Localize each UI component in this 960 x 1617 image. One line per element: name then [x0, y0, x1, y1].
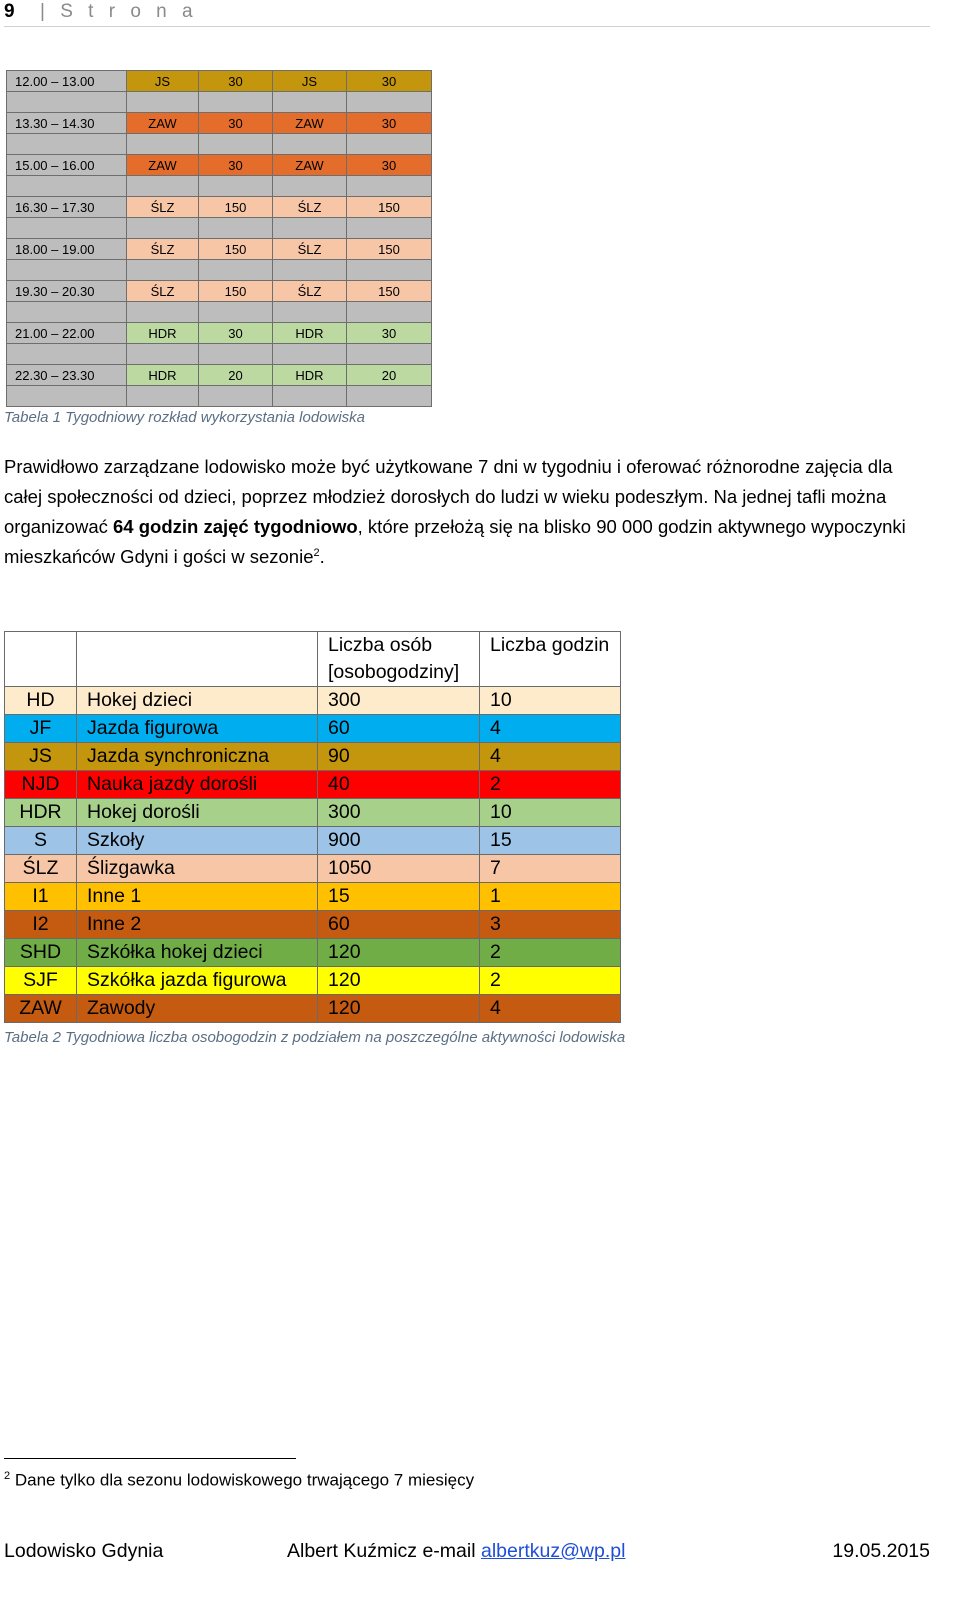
activity-table-header: [5, 632, 621, 687]
schedule-cell-count-d: 150: [347, 197, 432, 218]
schedule-gap-cell: [199, 176, 273, 197]
schedule-cell-count-b: 30: [199, 323, 273, 344]
activity-cell-abbr: ŚLZ: [5, 855, 77, 883]
schedule-cell-activity-a: HDR: [127, 323, 199, 344]
schedule-cell-count-b: 30: [199, 113, 273, 134]
schedule-gap-cell: [273, 218, 347, 239]
schedule-row: [7, 71, 432, 92]
schedule-gap-cell: [7, 92, 127, 113]
schedule-cell-time: 21.00 – 22.00: [7, 323, 127, 344]
footer-date: 19.05.2015: [832, 1540, 930, 1562]
schedule-cell-count-b: 150: [199, 239, 273, 260]
body-paragraph: [4, 452, 930, 572]
paragraph-end: .: [319, 546, 325, 567]
activity-cell-abbr: ZAW: [5, 995, 77, 1023]
activity-cell-godziny: 2: [480, 967, 621, 995]
schedule-gap-cell: [347, 302, 432, 323]
schedule-gap-cell: [199, 344, 273, 365]
activity-cell-name: Inne 2: [77, 911, 318, 939]
activity-cell-osoby: 60: [318, 911, 480, 939]
schedule-cell-count-d: 20: [347, 365, 432, 386]
activity-row: [5, 715, 621, 743]
activity-cell-osoby: 120: [318, 967, 480, 995]
schedule-cell-time: 12.00 – 13.00: [7, 71, 127, 92]
activity-cell-godziny: 3: [480, 911, 621, 939]
schedule-gap-cell: [127, 134, 199, 155]
schedule-gap-cell: [7, 386, 127, 407]
schedule-gap-row: [7, 176, 432, 197]
schedule-gap-cell: [347, 92, 432, 113]
schedule-gap-cell: [7, 302, 127, 323]
paragraph-part2: , które przełożą się na blisko 90 000 godzin aktywnego wypoczynki mieszkańców Gdyni i gości w sezonie: [4, 516, 906, 567]
schedule-gap-cell: [347, 260, 432, 281]
header-osoby: Liczba osób [osobogodziny]: [318, 632, 480, 687]
table2-caption: Tabela 2 Tygodniowa liczba osobogodzin z podziałem na poszczególne aktywności lodowiska: [4, 1029, 626, 1046]
activity-cell-godziny: 2: [480, 771, 621, 799]
schedule-row: [7, 155, 432, 176]
paragraph-bold: 64 godzin zajęć tygodniowo: [113, 516, 358, 537]
schedule-gap-cell: [127, 260, 199, 281]
schedule-gap-cell: [347, 176, 432, 197]
activity-table: [4, 631, 621, 1023]
activity-cell-godziny: 4: [480, 743, 621, 771]
activity-cell-osoby: 300: [318, 687, 480, 715]
schedule-gap-cell: [199, 134, 273, 155]
schedule-cell-activity-a: ZAW: [127, 113, 199, 134]
activity-cell-name: Jazda figurowa: [77, 715, 318, 743]
activity-row: [5, 743, 621, 771]
schedule-cell-count-b: 150: [199, 281, 273, 302]
footer-author-text: Albert Kuźmicz e-mail: [287, 1540, 481, 1562]
schedule-gap-row: [7, 260, 432, 281]
schedule-cell-activity-a: ŚLZ: [127, 281, 199, 302]
schedule-cell-time: 13.30 – 14.30: [7, 113, 127, 134]
schedule-gap-cell: [347, 218, 432, 239]
email-link[interactable]: albertkuz@wp.pl: [480, 1540, 626, 1562]
activity-row: [5, 911, 621, 939]
activity-cell-abbr: HDR: [5, 799, 77, 827]
schedule-gap-cell: [127, 386, 199, 407]
schedule-gap-cell: [347, 386, 432, 407]
schedule-gap-row: [7, 92, 432, 113]
page-word: | S t r o n a: [40, 1, 198, 22]
activity-row: [5, 967, 621, 995]
schedule-cell-count-b: 20: [199, 365, 273, 386]
activity-cell-godziny: 4: [480, 995, 621, 1023]
schedule-gap-cell: [273, 176, 347, 197]
schedule-gap-cell: [7, 260, 127, 281]
footnote-mark: 2: [4, 1470, 11, 1482]
footnote-text: Dane tylko dla sezonu lodowiskowego trwającego 7 miesięcy: [10, 1470, 475, 1490]
schedule-cell-activity-a: ŚLZ: [127, 239, 199, 260]
schedule-cell-activity-c: ZAW: [273, 155, 347, 176]
schedule-gap-cell: [127, 302, 199, 323]
schedule-gap-cell: [199, 92, 273, 113]
weekly-schedule-table: [6, 70, 432, 407]
table1-caption: Tabela 1 Tygodniowy rozkład wykorzystania lodowiska: [4, 409, 366, 426]
schedule-gap-cell: [127, 218, 199, 239]
schedule-row: [7, 365, 432, 386]
schedule-gap-row: [7, 386, 432, 407]
schedule-gap-row: [7, 134, 432, 155]
activity-cell-osoby: 90: [318, 743, 480, 771]
schedule-cell-count-b: 150: [199, 197, 273, 218]
activity-cell-name: Szkółka hokej dzieci: [77, 939, 318, 967]
activity-row: [5, 771, 621, 799]
schedule-gap-cell: [273, 344, 347, 365]
schedule-cell-activity-c: HDR: [273, 365, 347, 386]
activity-cell-abbr: I2: [5, 911, 77, 939]
activity-cell-abbr: I1: [5, 883, 77, 911]
activity-cell-godziny: 15: [480, 827, 621, 855]
activity-cell-name: Ślizgawka: [77, 855, 318, 883]
schedule-cell-count-b: 30: [199, 71, 273, 92]
activity-row: [5, 827, 621, 855]
activity-row: [5, 855, 621, 883]
header-empty-abbr: [5, 632, 77, 687]
activity-cell-godziny: 7: [480, 855, 621, 883]
activity-cell-godziny: 1: [480, 883, 621, 911]
footnote: [4, 1470, 474, 1491]
schedule-cell-activity-c: JS: [273, 71, 347, 92]
footnote-ref[interactable]: 2: [313, 546, 320, 559]
schedule-gap-cell: [273, 302, 347, 323]
schedule-gap-row: [7, 344, 432, 365]
schedule-cell-time: 18.00 – 19.00: [7, 239, 127, 260]
schedule-gap-cell: [127, 176, 199, 197]
activity-cell-name: Hokej dorośli: [77, 799, 318, 827]
activity-cell-osoby: 900: [318, 827, 480, 855]
schedule-cell-time: 16.30 – 17.30: [7, 197, 127, 218]
schedule-gap-cell: [347, 134, 432, 155]
activity-cell-name: Inne 1: [77, 883, 318, 911]
schedule-cell-activity-a: JS: [127, 71, 199, 92]
schedule-cell-time: 19.30 – 20.30: [7, 281, 127, 302]
footer-org: Lodowisko Gdynia: [4, 1540, 164, 1562]
schedule-gap-cell: [127, 92, 199, 113]
schedule-gap-cell: [127, 344, 199, 365]
schedule-row: [7, 113, 432, 134]
header-godziny: Liczba godzin: [480, 632, 621, 687]
schedule-gap-cell: [273, 386, 347, 407]
schedule-cell-count-b: 30: [199, 155, 273, 176]
activity-row: [5, 939, 621, 967]
schedule-gap-cell: [273, 92, 347, 113]
activity-row: [5, 995, 621, 1023]
page-number: 9: [4, 1, 15, 22]
schedule-gap-cell: [199, 386, 273, 407]
schedule-gap-row: [7, 218, 432, 239]
activity-cell-name: Jazda synchroniczna: [77, 743, 318, 771]
activity-cell-abbr: SJF: [5, 967, 77, 995]
activity-row: [5, 799, 621, 827]
schedule-gap-row: [7, 302, 432, 323]
activity-cell-name: Szkoły: [77, 827, 318, 855]
activity-cell-name: Nauka jazdy dorośli: [77, 771, 318, 799]
schedule-cell-count-d: 30: [347, 113, 432, 134]
schedule-cell-activity-c: ŚLZ: [273, 197, 347, 218]
schedule-cell-count-d: 150: [347, 239, 432, 260]
schedule-cell-count-d: 30: [347, 155, 432, 176]
schedule-row: [7, 281, 432, 302]
activity-cell-osoby: 60: [318, 715, 480, 743]
schedule-cell-activity-a: HDR: [127, 365, 199, 386]
activity-cell-osoby: 1050: [318, 855, 480, 883]
schedule-gap-cell: [7, 344, 127, 365]
schedule-gap-cell: [7, 134, 127, 155]
activity-row: [5, 687, 621, 715]
schedule-cell-count-d: 30: [347, 71, 432, 92]
schedule-row: [7, 323, 432, 344]
schedule-cell-count-d: 30: [347, 323, 432, 344]
activity-cell-osoby: 120: [318, 939, 480, 967]
schedule-gap-cell: [273, 134, 347, 155]
schedule-gap-cell: [273, 260, 347, 281]
schedule-gap-cell: [199, 218, 273, 239]
footer-author: [287, 1540, 625, 1563]
activity-cell-name: Hokej dzieci: [77, 687, 318, 715]
activity-cell-godziny: 10: [480, 799, 621, 827]
schedule-gap-cell: [199, 302, 273, 323]
activity-cell-abbr: S: [5, 827, 77, 855]
activity-cell-osoby: 40: [318, 771, 480, 799]
schedule-gap-cell: [7, 218, 127, 239]
activity-cell-godziny: 10: [480, 687, 621, 715]
schedule-cell-activity-a: ZAW: [127, 155, 199, 176]
schedule-cell-activity-c: ŚLZ: [273, 239, 347, 260]
schedule-row: [7, 197, 432, 218]
schedule-gap-cell: [347, 344, 432, 365]
schedule-cell-activity-a: ŚLZ: [127, 197, 199, 218]
activity-row: [5, 883, 621, 911]
activity-cell-name: Zawody: [77, 995, 318, 1023]
schedule-cell-activity-c: HDR: [273, 323, 347, 344]
activity-cell-godziny: 2: [480, 939, 621, 967]
activity-cell-abbr: HD: [5, 687, 77, 715]
paragraph-part1: Prawidłowo zarządzane lodowisko może być użytkowane 7 dni w tygodniu i oferować różnorodne zajęcia dla całej społeczności od dzieci, poprzez młodzież dorosłych do ludzi w wieku podeszłym. Na jednej tafli można organizować: [4, 456, 893, 537]
schedule-gap-cell: [7, 176, 127, 197]
header-empty-name: [77, 632, 318, 687]
page-header: [4, 0, 930, 27]
activity-cell-abbr: JF: [5, 715, 77, 743]
activity-cell-abbr: JS: [5, 743, 77, 771]
activity-cell-osoby: 120: [318, 995, 480, 1023]
activity-cell-abbr: SHD: [5, 939, 77, 967]
activity-cell-osoby: 300: [318, 799, 480, 827]
activity-cell-godziny: 4: [480, 715, 621, 743]
schedule-cell-time: 22.30 – 23.30: [7, 365, 127, 386]
schedule-cell-time: 15.00 – 16.00: [7, 155, 127, 176]
schedule-row: [7, 239, 432, 260]
activity-cell-osoby: 15: [318, 883, 480, 911]
schedule-cell-activity-c: ZAW: [273, 113, 347, 134]
schedule-cell-activity-c: ŚLZ: [273, 281, 347, 302]
activity-cell-abbr: NJD: [5, 771, 77, 799]
footnote-divider: [4, 1458, 296, 1459]
activity-cell-name: Szkółka jazda figurowa: [77, 967, 318, 995]
schedule-gap-cell: [199, 260, 273, 281]
schedule-cell-count-d: 150: [347, 281, 432, 302]
